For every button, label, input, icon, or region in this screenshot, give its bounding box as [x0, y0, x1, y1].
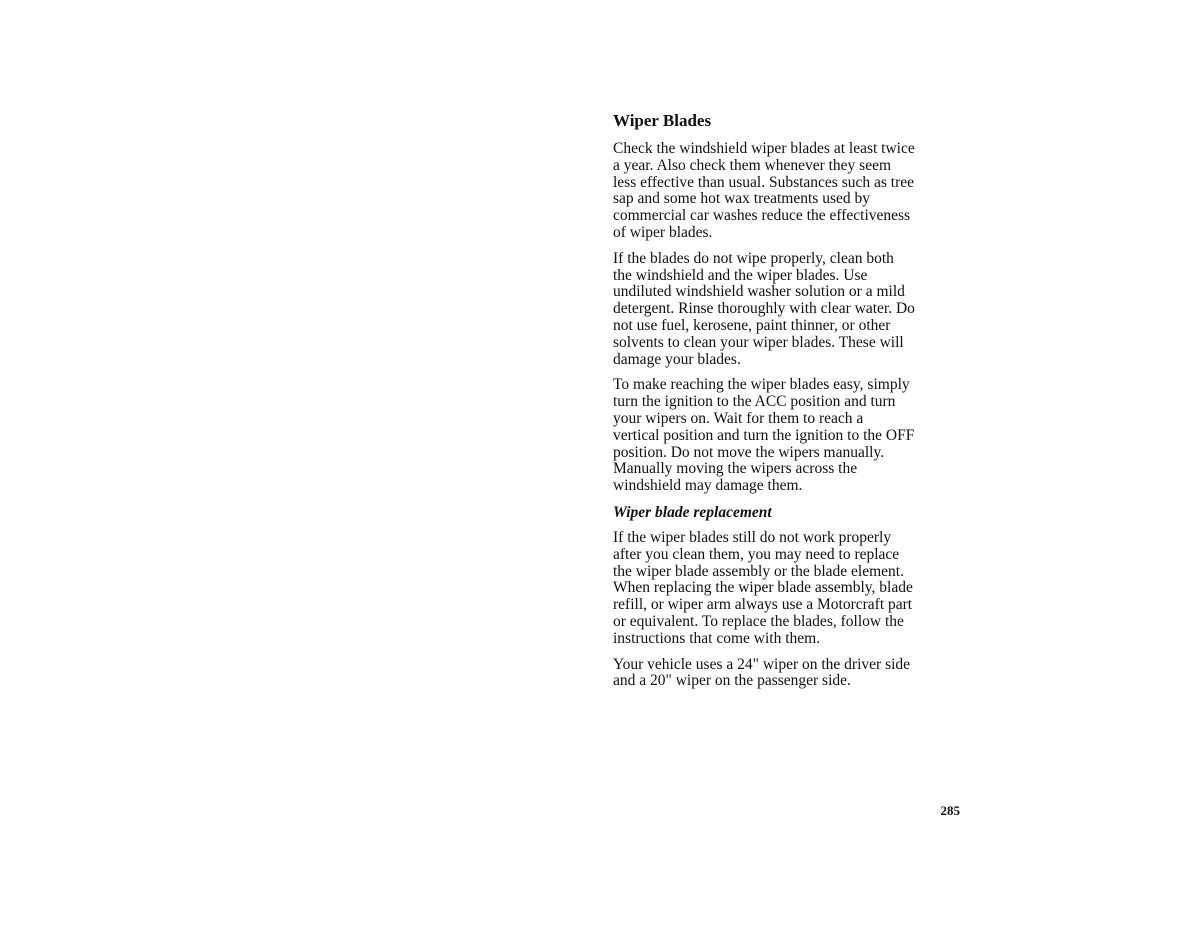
subsection-heading: Wiper blade replacement: [613, 503, 772, 521]
text-column: [613, 110, 963, 699]
paragraph-reaching-blades: To make reaching the wiper blades easy, simply turn the ignition to the ACC position and turn your wipers on. Wait for them to reach a vertical position and turn the ignition to the OFF position. Do not move the wipers manually. Manually moving the wipers across the windshield may damage them.: [613, 376, 915, 495]
paragraph-wiper-sizes: Your vehicle uses a 24" wiper on the driver side and a 20" wiper on the passenger side.: [613, 655, 911, 690]
paragraph-replacement: If the wiper blades still do not work properly after you clean them, you may need to replace the wiper blade assembly or the blade element. When replacing the wiper blade assembly, blade refill, or wiper arm always use a Motorcraft part or equivalent. To replace the blades, follow the instructions that come with them.: [613, 528, 913, 647]
section-heading: Wiper Blades: [613, 111, 712, 130]
paragraph-check-blades: Check the windshield wiper blades at least twice a year. Also check them whenever they seem less effective than usual. Substances such as tree sap and some hot wax treatments used by commercial car washes reduce the effectiveness of wiper blades.: [613, 140, 915, 241]
page-number: 285: [940, 803, 960, 818]
paragraph-cleaning: If the blades do not wipe properly, clean both the windshield and the wiper blades. Use undiluted windshield washer solution or a mild detergent. Rinse thoroughly with clear water. Do not use fuel, kerosene, paint thinner, or other solvents to clean your wiper blades. These will damage your blades.: [613, 249, 915, 368]
